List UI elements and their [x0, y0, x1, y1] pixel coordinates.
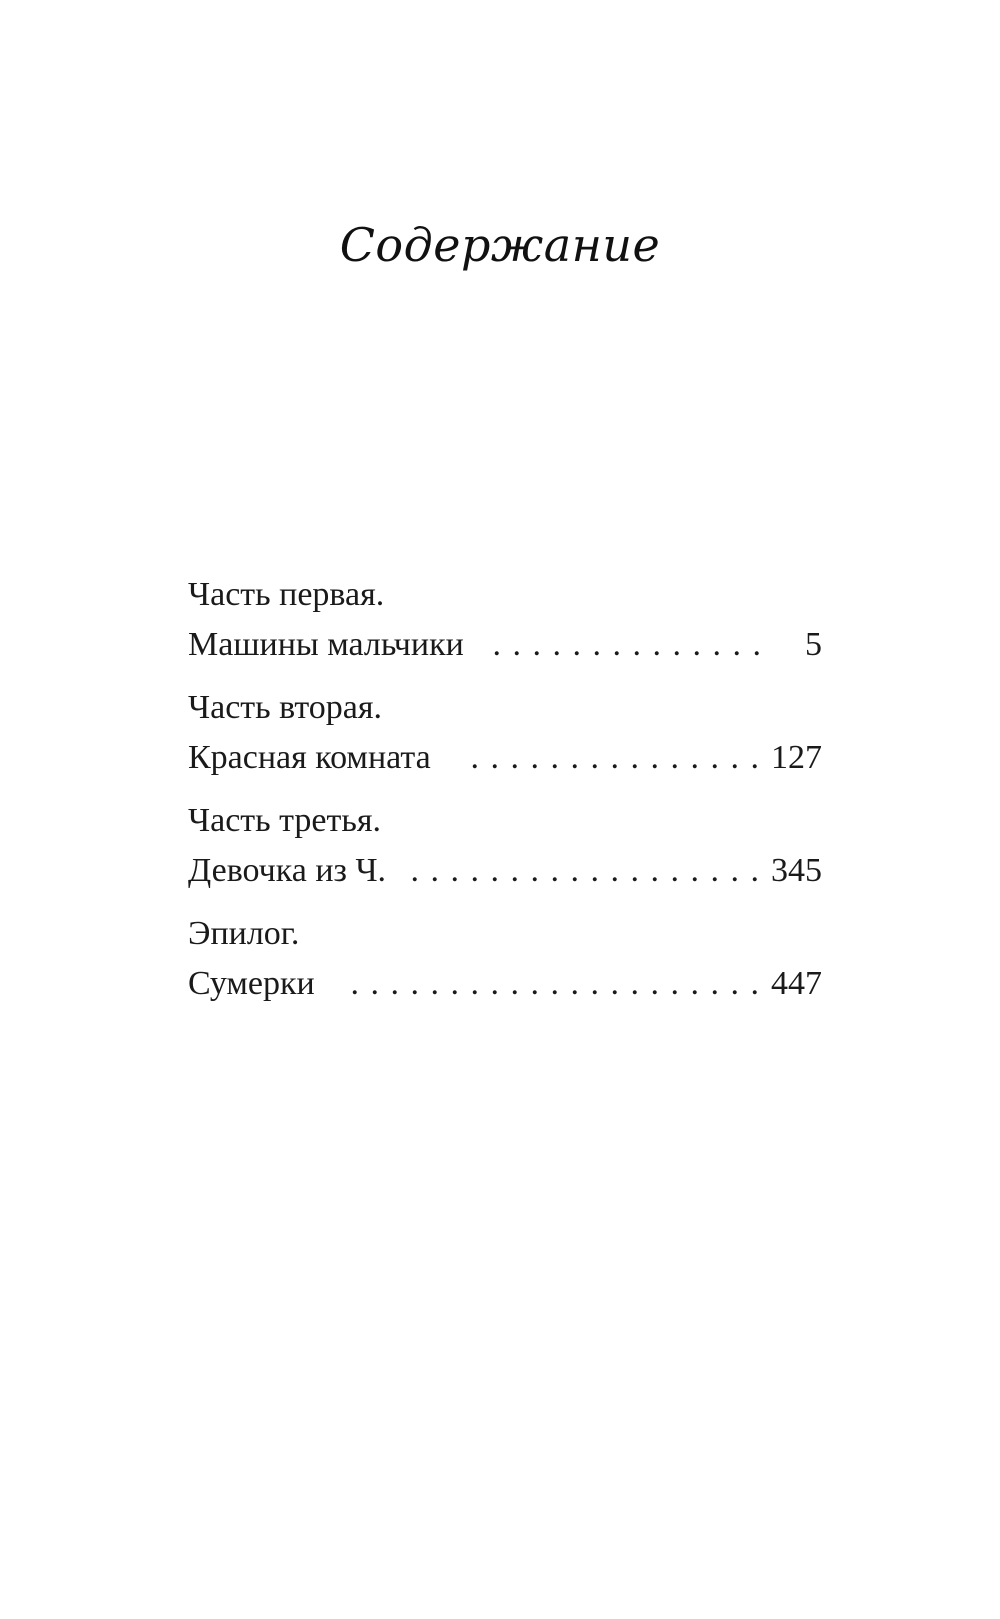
chapter-title: Сумерки	[188, 965, 315, 1002]
part-label: Эпилог.	[188, 915, 300, 952]
chapter-title: Красная комната	[188, 739, 431, 776]
dot-leader	[341, 959, 759, 1009]
toc-title-line	[188, 733, 822, 783]
chapter-title: Девочка из Ч.	[188, 852, 387, 889]
toc-entry	[188, 683, 822, 783]
chapter-title: Машины мальчики	[188, 626, 464, 663]
table-of-contents	[188, 570, 822, 1022]
page-number: 5	[805, 626, 822, 663]
toc-title-line	[188, 959, 822, 1009]
toc-entry	[188, 570, 822, 670]
dot-leader	[490, 620, 761, 670]
page-number: 345	[771, 852, 822, 889]
dot-leader	[457, 733, 759, 783]
toc-entry	[188, 796, 822, 896]
toc-title-line	[188, 846, 822, 896]
toc-entry	[188, 909, 822, 1009]
part-label: Часть третья.	[188, 802, 382, 839]
page-number: 447	[771, 965, 822, 1002]
part-label: Часть первая.	[188, 576, 385, 613]
dot-leader	[412, 846, 759, 896]
toc-title-line	[188, 620, 822, 670]
part-label: Часть вторая.	[188, 689, 382, 726]
contents-heading: Содержание	[339, 218, 661, 272]
page-number: 127	[771, 739, 822, 776]
